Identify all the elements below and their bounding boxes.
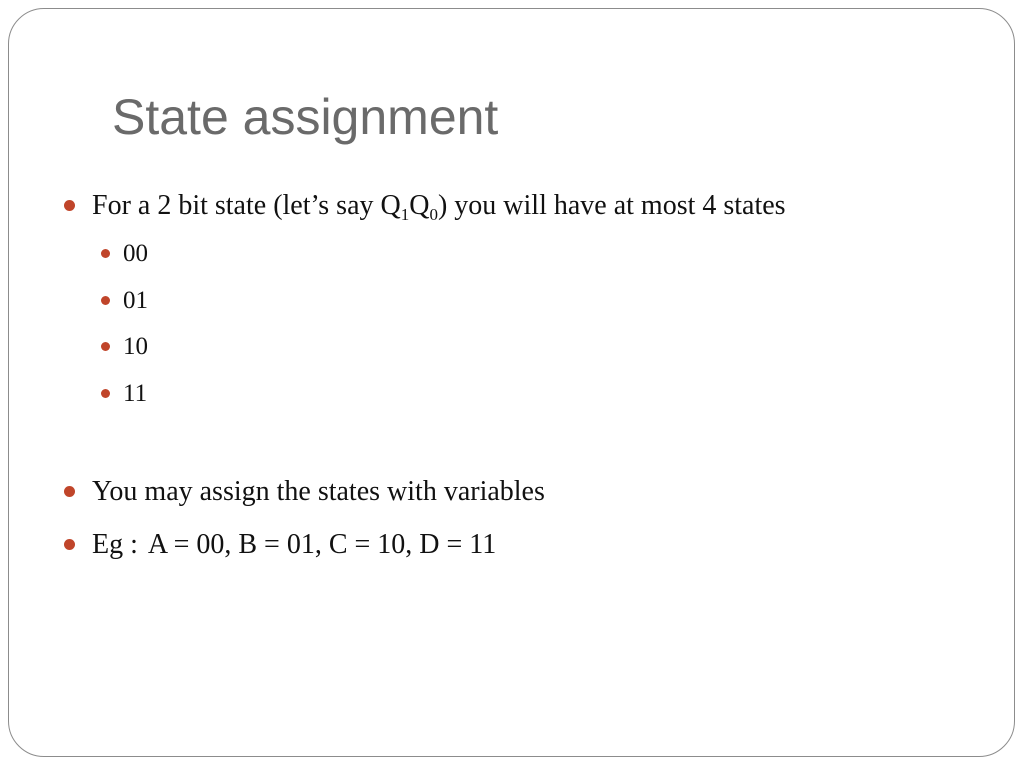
sub-item-11: 11 bbox=[123, 380, 148, 407]
sub-item-01: 01 bbox=[123, 287, 148, 314]
sub-bullet-icon bbox=[101, 342, 110, 351]
bullet-icon bbox=[64, 200, 75, 211]
bullet-text-mid: Q bbox=[409, 190, 430, 221]
bullet-text-post: ) you will have at most 4 states bbox=[437, 190, 786, 221]
slide-title: State assignment bbox=[112, 89, 499, 145]
bullet-assign-variables: You may assign the states with variables bbox=[92, 476, 545, 507]
bullet-text-pre: For a 2 bit state (let’s say Q bbox=[92, 190, 401, 221]
bullet-example bbox=[92, 528, 496, 562]
sub-item-00: 00 bbox=[123, 240, 148, 267]
subscript-1: 1 bbox=[400, 205, 410, 224]
sub-item-10: 10 bbox=[123, 333, 148, 360]
bullet-icon bbox=[64, 486, 75, 497]
bullet-state-count bbox=[92, 189, 786, 223]
subscript-0: 0 bbox=[429, 205, 438, 224]
example-text: A = 00, B = 01, C = 10, D = 11 bbox=[147, 529, 497, 560]
sub-bullet-icon bbox=[101, 296, 110, 305]
sub-bullet-icon bbox=[101, 249, 110, 258]
bullet-icon bbox=[64, 539, 75, 550]
sub-bullet-icon bbox=[101, 389, 110, 398]
example-label: Eg : bbox=[92, 529, 138, 560]
